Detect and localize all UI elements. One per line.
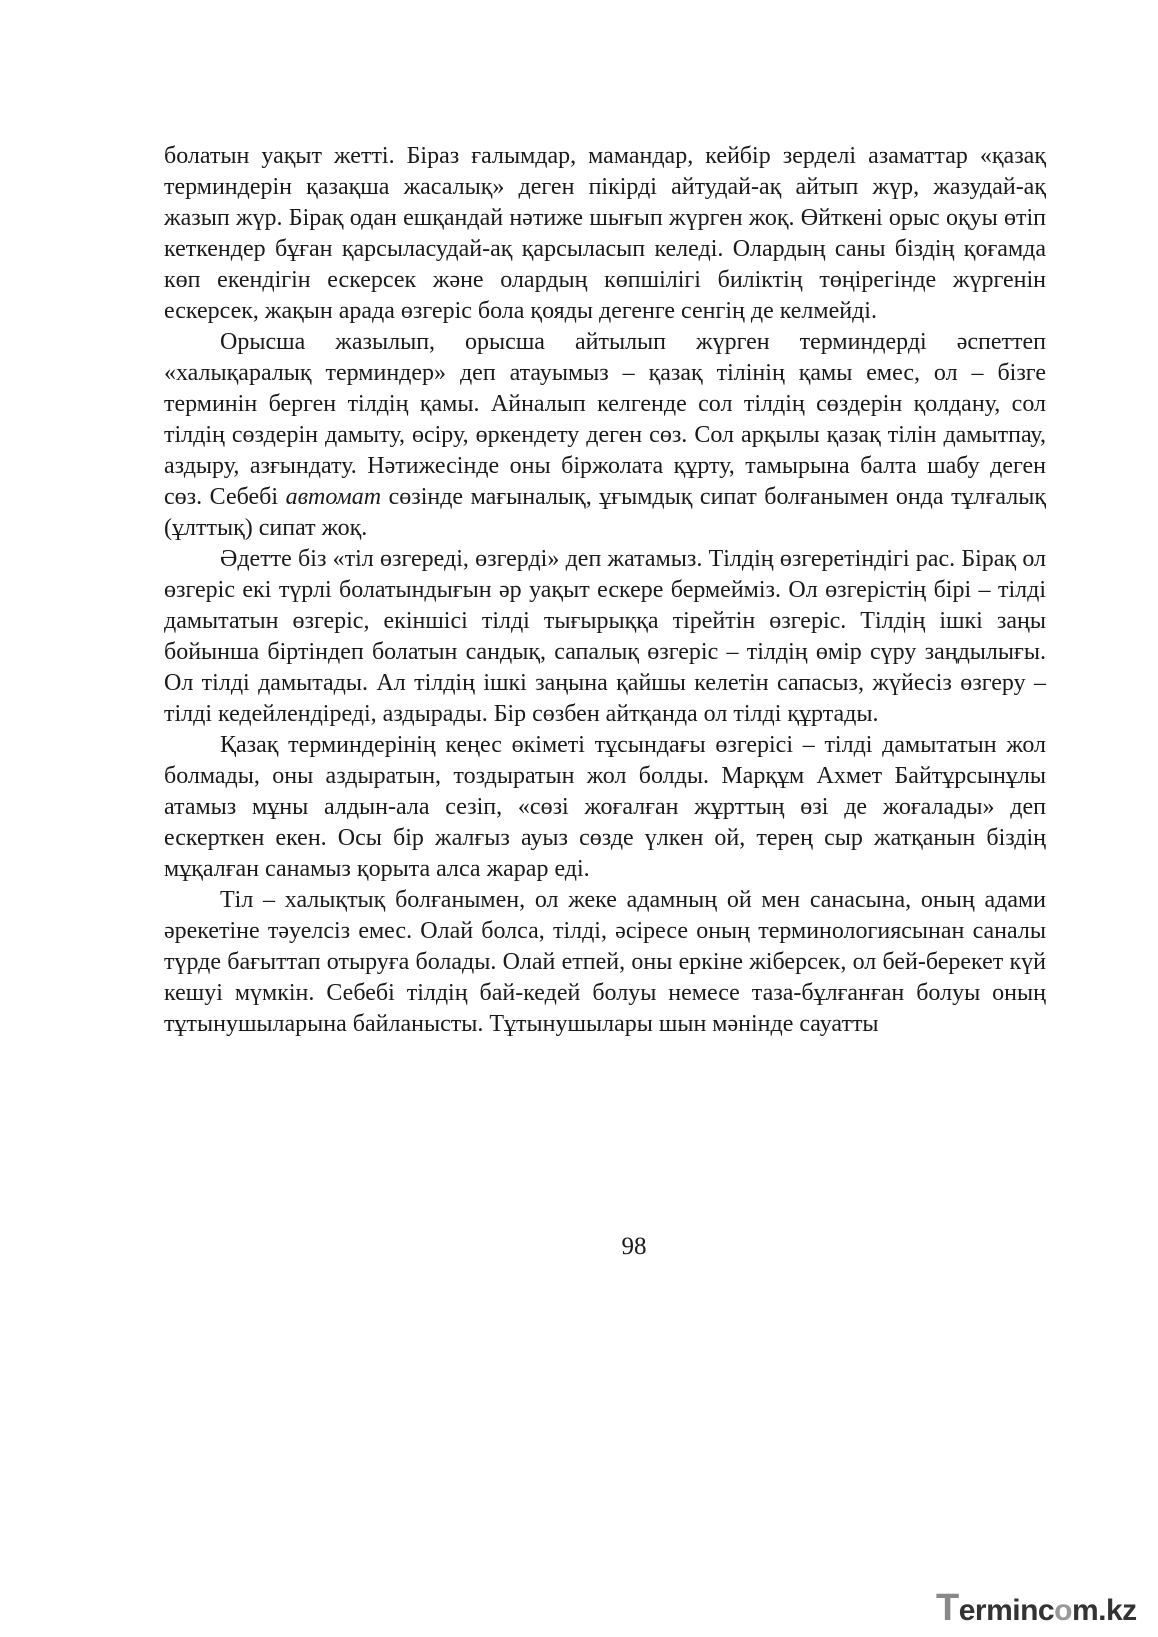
paragraph-text: Әдетте біз «тіл өзгереді, өзгерді» деп жатамыз. Тілдің өзгеретіндігі рас. Бірақ ол өзгеріс екі түрлі болатындығын әр уақыт ескере бермейміз. Ол өзгерістің бірі – тілді дамытатын өзгеріс, екіншісі тілді тығырыққа тірейтін өзгеріс. Тілдің ішкі заңы бойынша біртіндеп болатын сандық, сапалық өзгеріс – тілдің өмір сүру заңдылығы. Ол тілді дамытады. Ал тілдің ішкі заңына қайшы келетін сапасыз, жүйесіз өзгеру – тілді кедейлендіреді, аздырады. Бір сөзбен айтқанда ол тілді құртады.	[164, 546, 1046, 727]
site-watermark-logo[interactable]	[936, 1588, 1146, 1628]
italic-term: автомат	[285, 484, 382, 510]
paragraph-text: Қазақ терминдерінің кеңес өкіметі тұсындағы өзгерісі – тілді дамытатын жол болмады, оны аздыратын, тоздыратын жол болды. Марқұм Ахмет Байтұрсынұлы атамыз мұны алдын-ала сезіп, «сөзі жоғалған жұрттың өзі де жоғалады» деп ескерткен екен. Осы бір жалғыз ауыз сөзде үлкен ой, терең сыр жатқанын біздің мұқалған санамыз қорыта алса жарар еді.	[164, 732, 1046, 882]
watermark-text-ermin: ermin	[958, 1594, 1038, 1627]
paragraph-text: Орысша жазылып, орысша айтылып жүрген терминдерді әспеттеп «халықаралық терминдер» деп атауымыз – қазақ тілінің қамы емес, ол – бізге терминін берген тілдің қамы. Айналып келгенде сол тілдің сөздерін қолдану, сол тілдің сөздерін дамыту, өсіру, өркендету деген сөз. Сол арқылы қазақ тілін дамытпау, аздыру, азғындату. Нәтижесінде оны біржолата құрту, тамырына балта шабу деген сөз. Себебі	[164, 329, 1046, 510]
watermark-letter-c: c	[1037, 1594, 1055, 1627]
body-paragraph	[164, 141, 1046, 327]
paragraph-text: сөзінде мағыналық, ұғымдық сипат болғанымен онда тұлғалық (ұлттық) сипат жоқ.	[164, 484, 1046, 541]
paragraph-text: Тіл – халықтық болғанымен, ол жеке адамның ой мен санасына, оның адами әрекетіне тәуелсіз емес. Олай болса, тілді, әсіресе оның терминологиясынан саналы түрде бағыттап отыруға болады. Олай етпей, оны еркіне жіберсек, ол бей-берекет күй кешуі мүмкін. Себебі тілдің бай-кедей болуы немесе таза-бұлғанған болуы оның тұтынушыларына байланысты. Тұтынушылары шын мәнінде сауатты	[164, 887, 1046, 1037]
document-body	[164, 141, 1046, 1040]
watermark-text-mkz: m.kz	[1071, 1594, 1137, 1627]
watermark-letter-t: T	[936, 1587, 959, 1629]
body-paragraph	[164, 885, 1046, 1040]
watermark-letter-o: o	[1054, 1594, 1072, 1627]
page-number: 98	[621, 1233, 647, 1260]
body-paragraph	[164, 544, 1046, 730]
body-paragraph	[164, 327, 1046, 544]
paragraph-text: болатын уақыт жетті. Біраз ғалымдар, мамандар, кейбір зерделі азаматтар «қазақ терминдерін қазақша жасалық» деген пікірді айтудай-ақ айтып жүр, жазудай-ақ жазып жүр. Бірақ одан ешқандай нәтиже шығып жүрген жоқ. Өйткені орыс оқуы өтіп кеткендер бұған қарсыласудай-ақ қарсыласып келеді. Олардың саны біздің қоғамда көп екендігін ескерсек және олардың көпшілігі биліктің төңірегінде жүргенін ескерсек, жақын арада өзгеріс бола қояды дегенге сенгің де келмейді.	[164, 143, 1046, 324]
body-paragraph	[164, 730, 1046, 885]
